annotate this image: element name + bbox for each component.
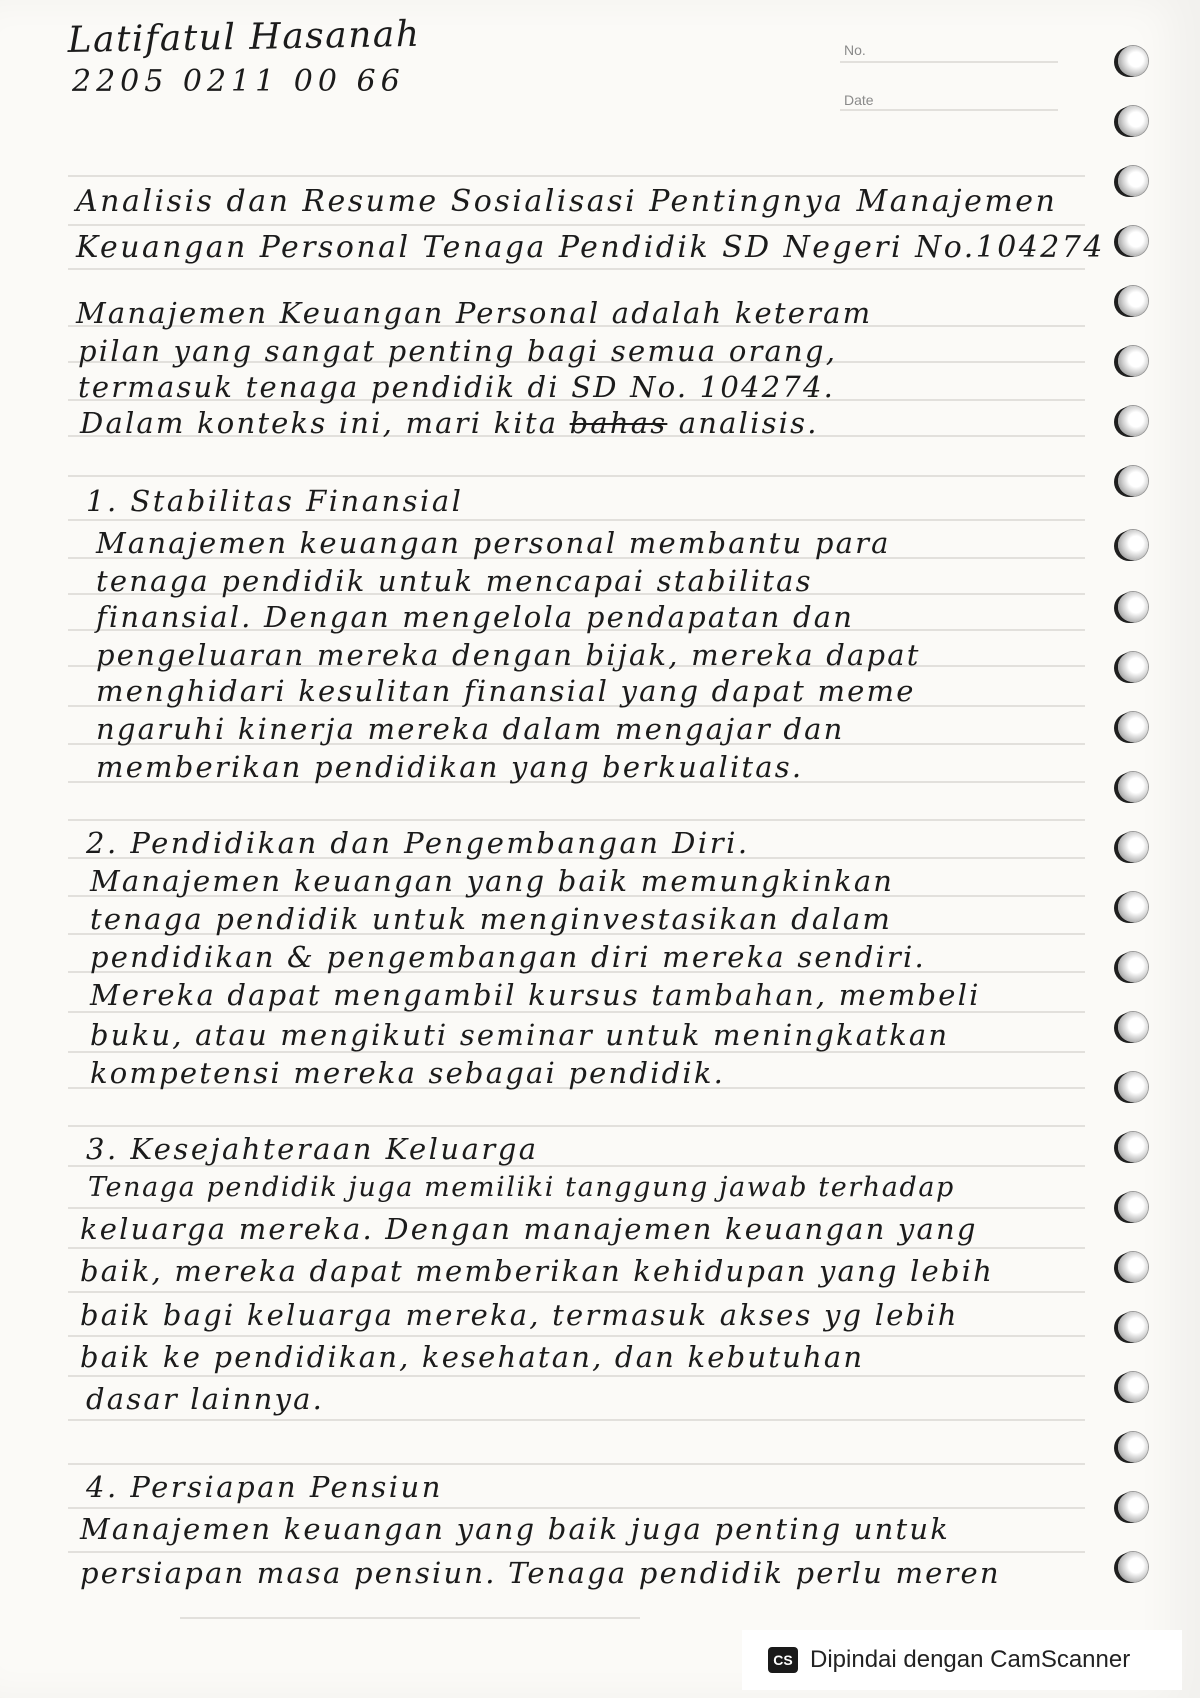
section-line: pengeluaran mereka dengan bijak, mereka dapat [96,638,921,672]
spiral-ring [1118,772,1148,802]
spiral-ring [1118,592,1148,622]
struck-word: bahas [569,406,668,440]
intro-line-last [80,406,819,440]
spiral-ring [1118,1132,1148,1162]
section-line: keluarga mereka. Dengan manajemen keuangan yang [80,1212,978,1246]
section-line: tenaga pendidik untuk mencapai stabilitas [96,564,813,598]
spiral-ring [1118,1552,1148,1582]
intro-line: Manajemen Keuangan Personal adalah keteram [76,296,873,330]
spiral-ring [1118,1432,1148,1462]
title-line: Keuangan Personal Tenaga Pendidik SD Negeri No.104274 [76,230,1105,265]
spiral-ring [1118,1372,1148,1402]
section-heading: 3. Kesejahteraan Keluarga [86,1132,539,1166]
spiral-ring [1118,1012,1148,1042]
section-line: Manajemen keuangan yang baik juga penting untuk [80,1512,951,1546]
section-line: baik bagi keluarga mereka, termasuk akses yg lebih [80,1298,959,1332]
section-line: Manajemen keuangan personal membantu para [96,526,891,560]
section-heading: 4. Persiapan Pensiun [86,1470,443,1504]
spiral-ring [1118,226,1148,256]
spiral-ring [1118,466,1148,496]
section-line: kompetensi mereka sebagai pendidik. [90,1056,726,1090]
section-line: baik, mereka dapat memberikan kehidupan yang lebih [80,1254,995,1288]
spiral-ring [1118,892,1148,922]
spiral-ring [1118,1312,1148,1342]
spiral-ring [1118,1192,1148,1222]
section-line: pendidikan & pengembangan diri mereka sendiri. [90,940,926,974]
spiral-ring [1118,1072,1148,1102]
section-line: Tenaga pendidik juga memiliki tanggung jawab terhadap [88,1172,955,1203]
spiral-ring [1118,166,1148,196]
spiral-ring [1118,286,1148,316]
spiral-ring [1118,46,1148,76]
section-line: memberikan pendidikan yang berkualitas. [96,750,804,784]
intro-line-end: analisis. [678,406,819,440]
intro-line: pilan yang sangat penting bagi semua orang, [78,334,838,368]
date-label: Date [844,92,874,108]
intro-line: termasuk tenaga pendidik di SD No. 104274. [78,370,836,404]
section-heading: 2. Pendidikan dan Pengembangan Diri. [86,826,750,860]
section-line: Mereka dapat mengambil kursus tambahan, membeli [90,978,981,1012]
section-line: finansial. Dengan mengelola pendapatan dan [96,600,855,634]
spiral-ring [1118,652,1148,682]
section-line: buku, atau mengikuti seminar untuk meningkatkan [90,1018,950,1052]
spiral-ring [1118,952,1148,982]
spiral-ring [1118,346,1148,376]
section-line: ngaruhi kinerja mereka dalam mengajar dan [96,712,845,746]
no-label: No. [844,42,866,58]
spiral-ring [1118,1492,1148,1522]
student-name: Latifatul Hasanah [67,13,421,62]
spiral-ring [1118,712,1148,742]
section-line: tenaga pendidik untuk menginvestasikan dalam [90,902,893,936]
camscanner-logo-icon: CS [768,1647,798,1673]
camscanner-watermark [742,1630,1182,1690]
student-id: 2205 0211 00 66 [72,64,405,99]
section-line: Manajemen keuangan yang baik memungkinkan [90,864,895,898]
section-line: menghidari kesulitan finansial yang dapat meme [96,674,916,708]
section-line: dasar lainnya. [86,1382,324,1416]
spiral-ring [1118,106,1148,136]
section-line: baik ke pendidikan, kesehatan, dan kebutuhan [80,1340,865,1374]
camscanner-text: Dipindai dengan CamScanner [810,1646,1131,1673]
spiral-ring [1118,832,1148,862]
title-line: Analisis dan Resume Sosialisasi Pentingnya Manajemen [76,184,1058,219]
spiral-ring [1118,1252,1148,1282]
spiral-ring [1118,406,1148,436]
spiral-ring [1118,530,1148,560]
section-line: persiapan masa pensiun. Tenaga pendidik perlu meren [80,1556,1001,1590]
intro-line-start: Dalam konteks ini, mari kita [80,406,559,440]
section-heading: 1. Stabilitas Finansial [86,484,464,518]
